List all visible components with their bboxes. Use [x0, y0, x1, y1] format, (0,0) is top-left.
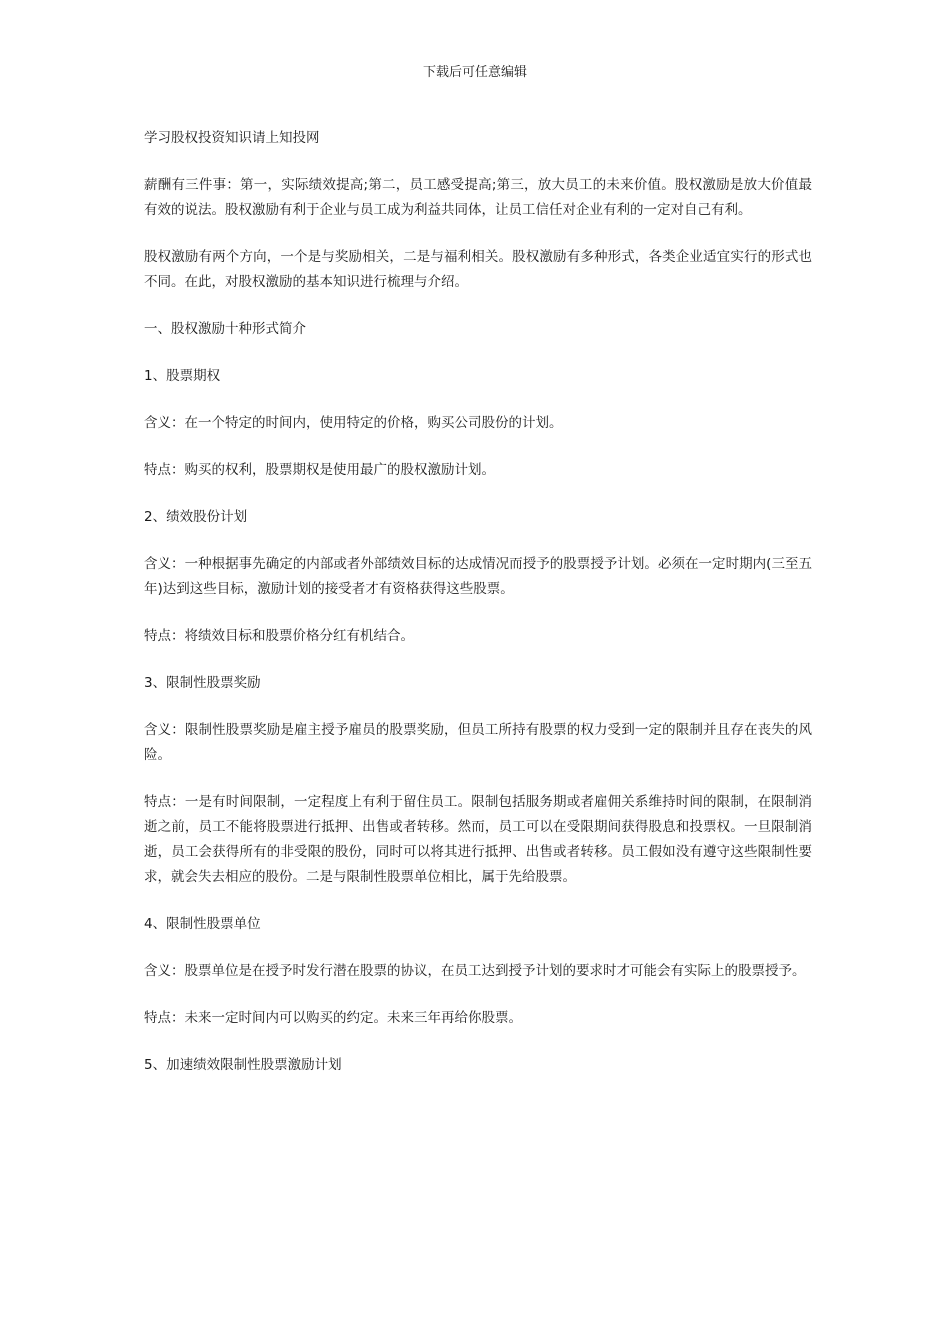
definition-paragraph: 含义：限制性股票奖励是雇主授予雇员的股票奖励，但员工所持有股票的权力受到一定的限制并且存在丧失的风险。 [144, 722, 812, 763]
document-body [144, 126, 812, 1100]
feature-paragraph: 特点：购买的权利，股票期权是使用最广的股权激励计划。 [144, 462, 495, 478]
item-heading: 5、加速绩效限制性股票激励计划 [144, 1057, 342, 1073]
definition-paragraph: 含义：一种根据事先确定的内部或者外部绩效目标的达成情况而授予的股票授予计划。必须在一定时期内(三至五年)达到这些目标，激励计划的接受者才有资格获得这些股票。 [144, 556, 812, 597]
feature-paragraph: 特点：将绩效目标和股票价格分红有机结合。 [144, 628, 414, 644]
site-notice: 学习股权投资知识请上知投网 [144, 130, 320, 146]
item-heading: 1、股票期权 [144, 368, 221, 384]
item-heading: 4、限制性股票单位 [144, 916, 261, 932]
intro-paragraph: 薪酬有三件事：第一，实际绩效提高;第二，员工感受提高;第三，放大员工的未来价值。股权激励是放大价值最有效的说法。股权激励有利于企业与员工成为利益共同体，让员工信任对企业有利的一定对自己有利。 [144, 177, 812, 218]
definition-paragraph: 含义：股票单位是在授予时发行潜在股票的协议，在员工达到授予计划的要求时才可能会有实际上的股票授予。 [144, 963, 806, 979]
intro-paragraph: 股权激励有两个方向，一个是与奖励相关，二是与福利相关。股权激励有多种形式，各类企业适宜实行的形式也不同。在此，对股权激励的基本知识进行梳理与介绍。 [144, 249, 812, 290]
item-heading: 2、绩效股份计划 [144, 509, 248, 525]
feature-paragraph: 特点：未来一定时间内可以购买的约定。未来三年再给你股票。 [144, 1010, 522, 1026]
definition-paragraph: 含义：在一个特定的时间内，使用特定的价格，购买公司股份的计划。 [144, 415, 563, 431]
section-heading: 一、股权激励十种形式简介 [144, 321, 306, 337]
item-heading: 3、限制性股票奖励 [144, 675, 261, 691]
feature-paragraph: 特点：一是有时间限制，一定程度上有利于留住员工。限制包括服务期或者雇佣关系维持时间的限制，在限制消逝之前，员工不能将股票进行抵押、出售或者转移。然而，员工可以在受限期间获得股息和投票权。一旦限制消逝，员工会获得所有的非受限的股份，同时可以将其进行抵押、出售或者转移。员工假如没有遵守这些限制性要求，就会失去相应的股份。二是与限制性股票单位相比，属于先给股票。 [144, 794, 812, 885]
page-header: 下载后可任意编辑 [422, 65, 527, 80]
